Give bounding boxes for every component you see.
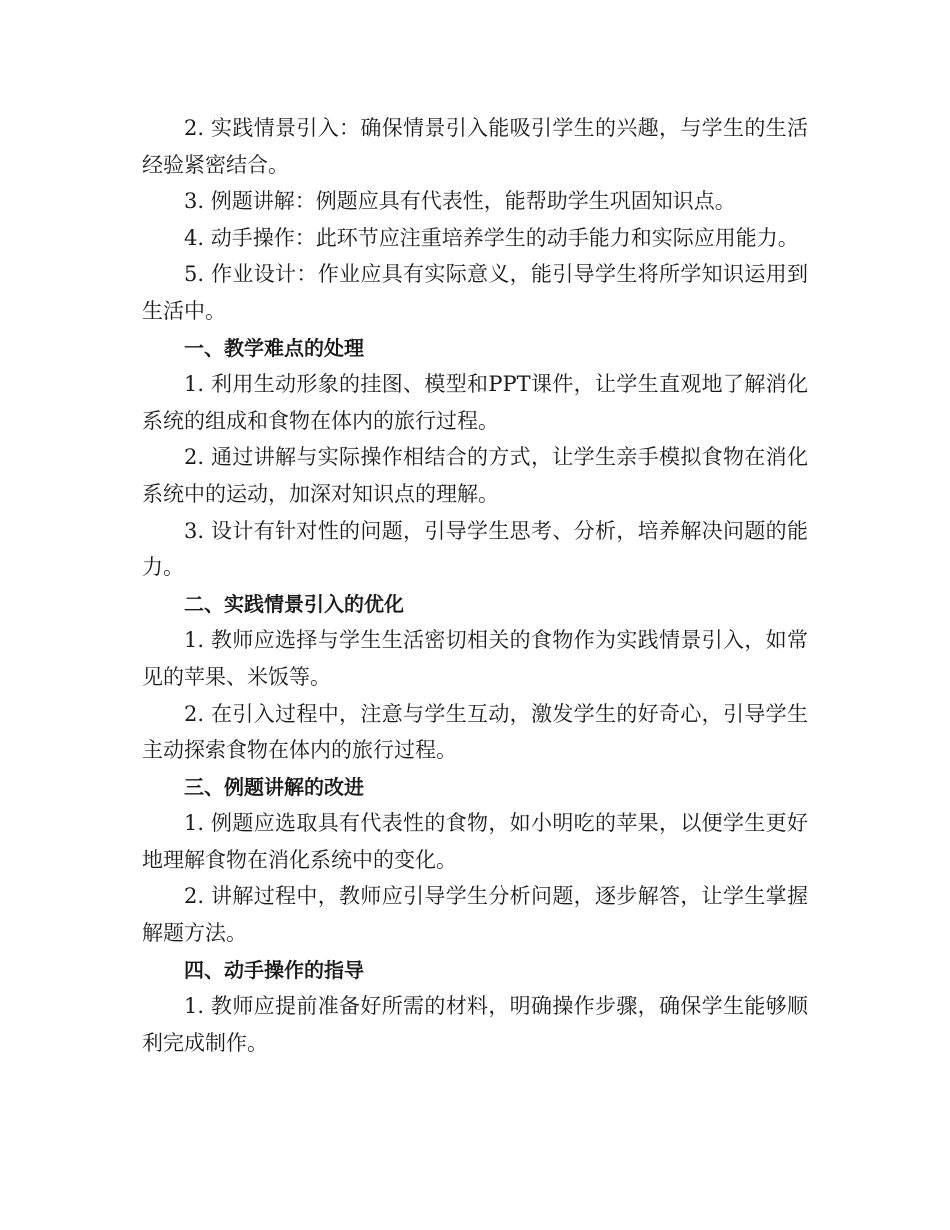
section-1-item-1: 1. 利用生动形象的挂图、模型和PPT课件，让学生直观地了解消化系统的组成和食物在体内的旅行过程。 [142,372,808,433]
section-1-item-3: 3. 设计有针对性的问题，引导学生思考、分析，培养解决问题的能力。 [142,518,808,580]
section-heading-4: 四、动手操作的指导 [184,957,364,982]
section-heading-1: 一、教学难点的处理 [184,335,364,360]
section-4-item-1: 1. 教师应提前准备好所需的材料，明确操作步骤，确保学生能够顺利完成制作。 [142,994,808,1055]
document-body [142,110,808,1061]
section-heading-2: 二、实践情景引入的优化 [184,591,404,616]
paragraph-point-5: 5. 作业设计：作业应具有实际意义，能引导学生将所学知识运用到生活中。 [142,262,808,323]
section-2-item-2: 2. 在引入过程中，注意与学生互动，激发学生的好奇心，引导学生主动探索食物在体内的旅行过程。 [142,701,808,763]
section-2-item-1: 1. 教师应选择与学生生活密切相关的食物作为实践情景引入，如常见的苹果、米饭等。 [142,628,808,689]
section-1-item-2: 2. 通过讲解与实际操作相结合的方式，让学生亲手模拟食物在消化系统中的运动，加深对知识点的理解。 [142,445,808,506]
paragraph-point-4: 4. 动手操作：此环节应注重培养学生的动手能力和实际应用能力。 [184,225,799,250]
section-3-item-1: 1. 例题应选取具有代表性的食物，如小明吃的苹果，以便学生更好地理解食物在消化系统中的变化。 [142,811,808,872]
paragraph-point-3: 3. 例题讲解：例题应具有代表性，能帮助学生巩固知识点。 [184,189,736,214]
section-heading-3: 三、例题讲解的改进 [184,774,364,799]
paragraph-point-2: 2. 实践情景引入：确保情景引入能吸引学生的兴趣，与学生的生活经验紧密结合。 [142,116,808,177]
section-3-item-2: 2. 讲解过程中，教师应引导学生分析问题，逐步解答，让学生掌握解题方法。 [142,884,808,946]
